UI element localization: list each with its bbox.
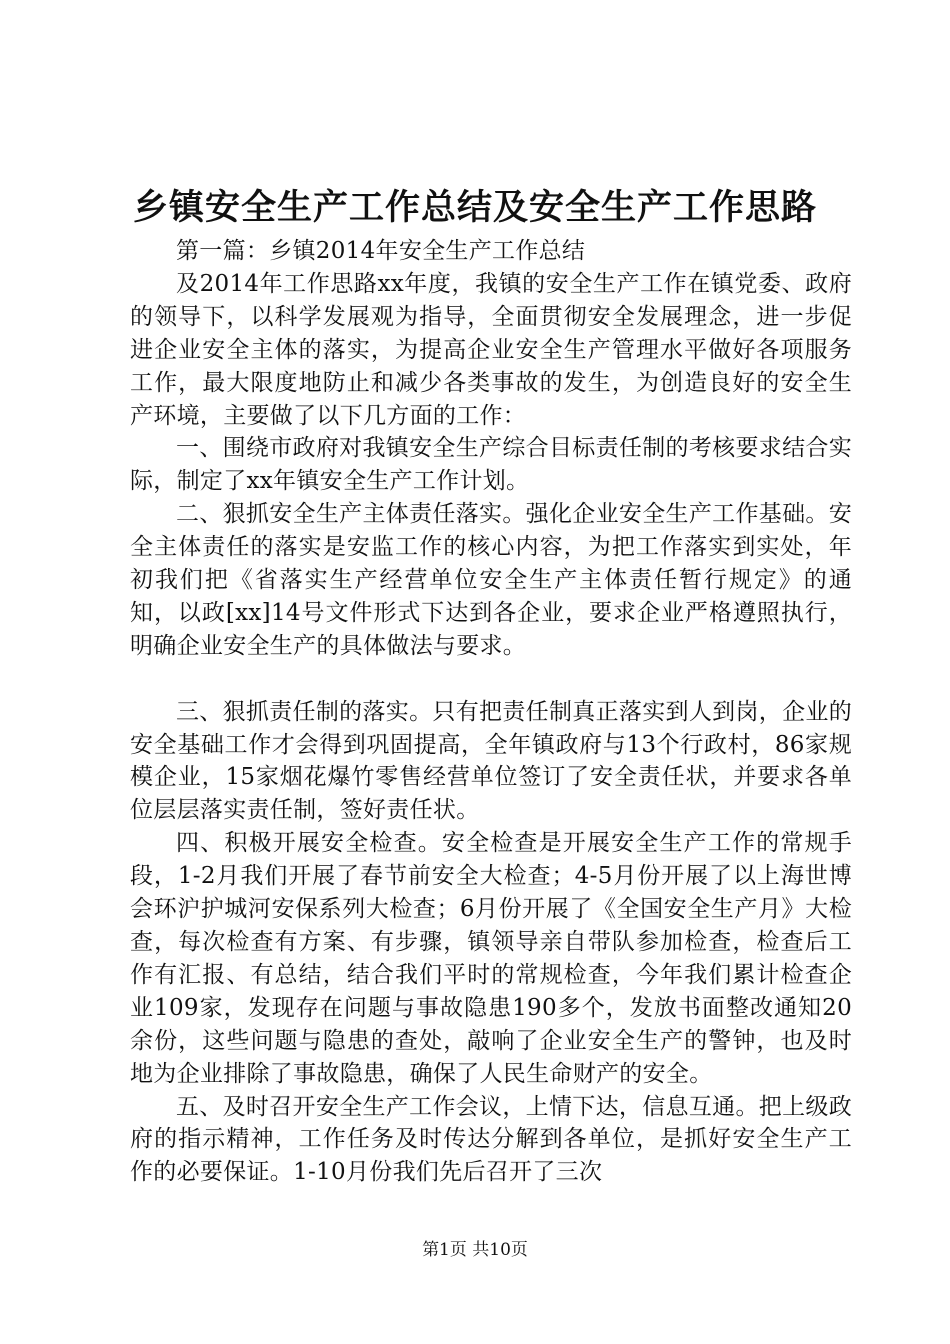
paragraph-spacer xyxy=(130,663,852,696)
document-title: 乡镇安全生产工作总结及安全生产工作思路 xyxy=(132,187,817,228)
paragraph-intro: 及2014年工作思路xx年度，我镇的安全生产工作在镇党委、政府的领导下，以科学发展观为指导，全面贯彻安全发展理念，进一步促进企业安全主体的落实，为提高企业安全生产管理水平做好各项服务工作，最大限度地防止和减少各类事故的发生，为创造良好的安全生产环境，主要做了以下几方面的工作： xyxy=(130,270,852,429)
document-body xyxy=(130,235,852,1189)
paragraph-item-5: 五、及时召开安全生产工作会议，上情下达，信息互通。把上级政府的指示精神，工作任务及时传达分解到各单位，是抓好安全生产工作的必要保证。1-10月份我们先后召开了三次 xyxy=(130,1093,852,1186)
page-footer: 第1页 共10页 xyxy=(422,1240,528,1260)
paragraph-item-4: 四、积极开展安全检查。安全检查是开展安全生产工作的常规手段，1-2月我们开展了春节前安全大检查；4-5月份开展了以上海世博会环沪护城河安保系列大检查；6月份开展了《全国安全生产月》大检查，每次检查有方案、有步骤，镇领导亲自带队参加检查，检查后工作有汇报、有总结，结合我们平时的常规检查，今年我们累计检查企业109家，发现存在问题与事故隐患190多个，发放书面整改通知20余份，这些问题与隐患的查处，敲响了企业安全生产的警钟，也及时地为企业排除了事故隐患，确保了人民生命财产的安全。 xyxy=(130,830,852,1087)
paragraph-item-3: 三、狠抓责任制的落实。只有把责任制真正落实到人到岗，企业的安全基础工作才会得到巩固提高，全年镇政府与13个行政村，86家规模企业，15家烟花爆竹零售经营单位签订了安全责任状，并要求各单位层层落实责任制，签好责任状。 xyxy=(130,698,852,824)
paragraph-section-heading: 第一篇：乡镇2014年安全生产工作总结 xyxy=(176,238,586,264)
paragraph-item-1: 一、围绕市政府对我镇安全生产综合目标责任制的考核要求结合实际，制定了xx年镇安全生产工作计划。 xyxy=(130,435,852,495)
paragraph-item-2: 二、狠抓安全生产主体责任落实。强化企业安全生产工作基础。安全主体责任的落实是安监工作的核心内容，为把工作落实到实处，年初我们把《省落实生产经营单位安全生产主体责任暂行规定》的通知，以政[xx]14号文件形式下达到各企业，要求企业严格遵照执行，明确企业安全生产的具体做法与要求。 xyxy=(130,501,852,659)
